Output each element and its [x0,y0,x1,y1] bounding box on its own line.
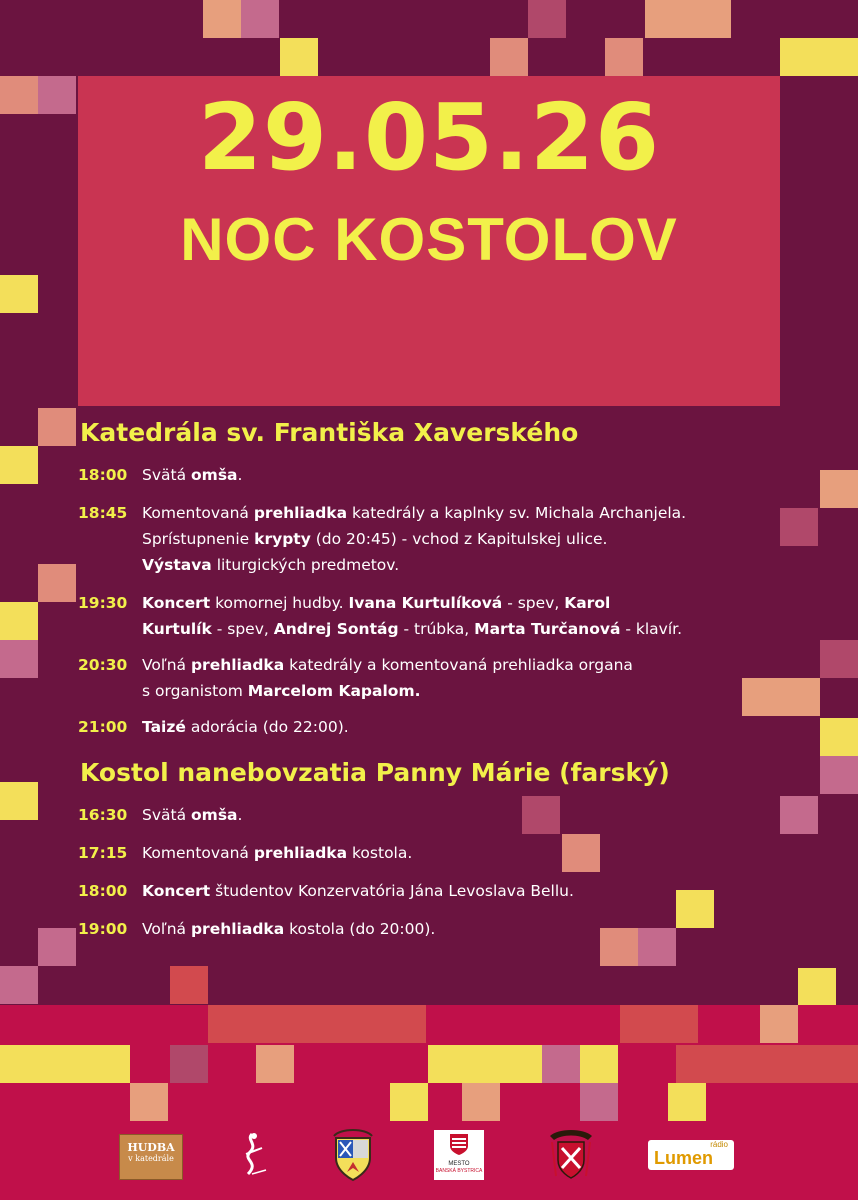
program-time: 19:00 [78,920,128,938]
mesto-banska-bystrica-logo: MESTO BANSKÁ BYSTRICA [434,1130,484,1180]
program-item [78,590,788,642]
venue-title-parish-church: Kostol nanebovzatia Panny Márie (farský) [80,758,670,787]
venue-title-cathedral: Katedrála sv. Františka Xaverského [80,418,579,447]
radio-lumen-logo: rádio Lumen [648,1140,734,1170]
program-time: 18:45 [78,504,128,522]
program-item [78,462,788,488]
program-desc: Komentovaná prehliadka kostola. [142,844,413,862]
program-desc: Taizé adorácia (do 22:00). [142,718,349,736]
bishop-coat-of-arms-icon [546,1128,596,1182]
program-time: 18:00 [78,882,128,900]
program-item [78,500,788,578]
program-desc: Koncert komornej hudby. Ivana Kurtulíková - spev, Karol Kurtulík - spev, Andrej Sontág - trúbka, Marta Turčanová - klavír. [142,594,683,638]
hudba-v-katedrale-logo: HUDBA v katedrále [119,1134,183,1180]
program-time: 18:00 [78,466,128,484]
program-time: 20:30 [78,656,128,674]
program-item [78,714,788,740]
program-desc: Svätá omša. [142,466,243,484]
program-item [78,916,788,942]
event-date: 29.05.26 [198,84,660,191]
program-item [78,802,788,828]
program-time: 17:15 [78,844,128,862]
program-time: 19:30 [78,594,128,612]
program-desc: Svätá omša. [142,806,243,824]
program-desc: Voľná prehliadka kostola (do 20:00). [142,920,436,938]
diocese-coat-of-arms-icon [330,1128,376,1182]
dancer-logo-icon [232,1130,272,1180]
program-item [78,878,788,904]
program-desc: Komentovaná prehliadka katedrály a kaplnky sv. Michala Archanjela. Sprístupnenie krypty (do 20:45) - vchod z Kapitulskej ulice. Výstava liturgických predmetov. [142,504,687,574]
program-time: 21:00 [78,718,128,736]
program-item [78,840,788,866]
program-time: 16:30 [78,806,128,824]
event-title: NOC KOSTOLOV [180,206,678,273]
program-desc: Voľná prehliadka katedrály a komentovaná prehliadka organa s organistom Marcelom Kapalom. [142,656,633,700]
program-desc: Koncert študentov Konzervatória Jána Levoslava Bellu. [142,882,574,900]
program-item [78,652,788,704]
